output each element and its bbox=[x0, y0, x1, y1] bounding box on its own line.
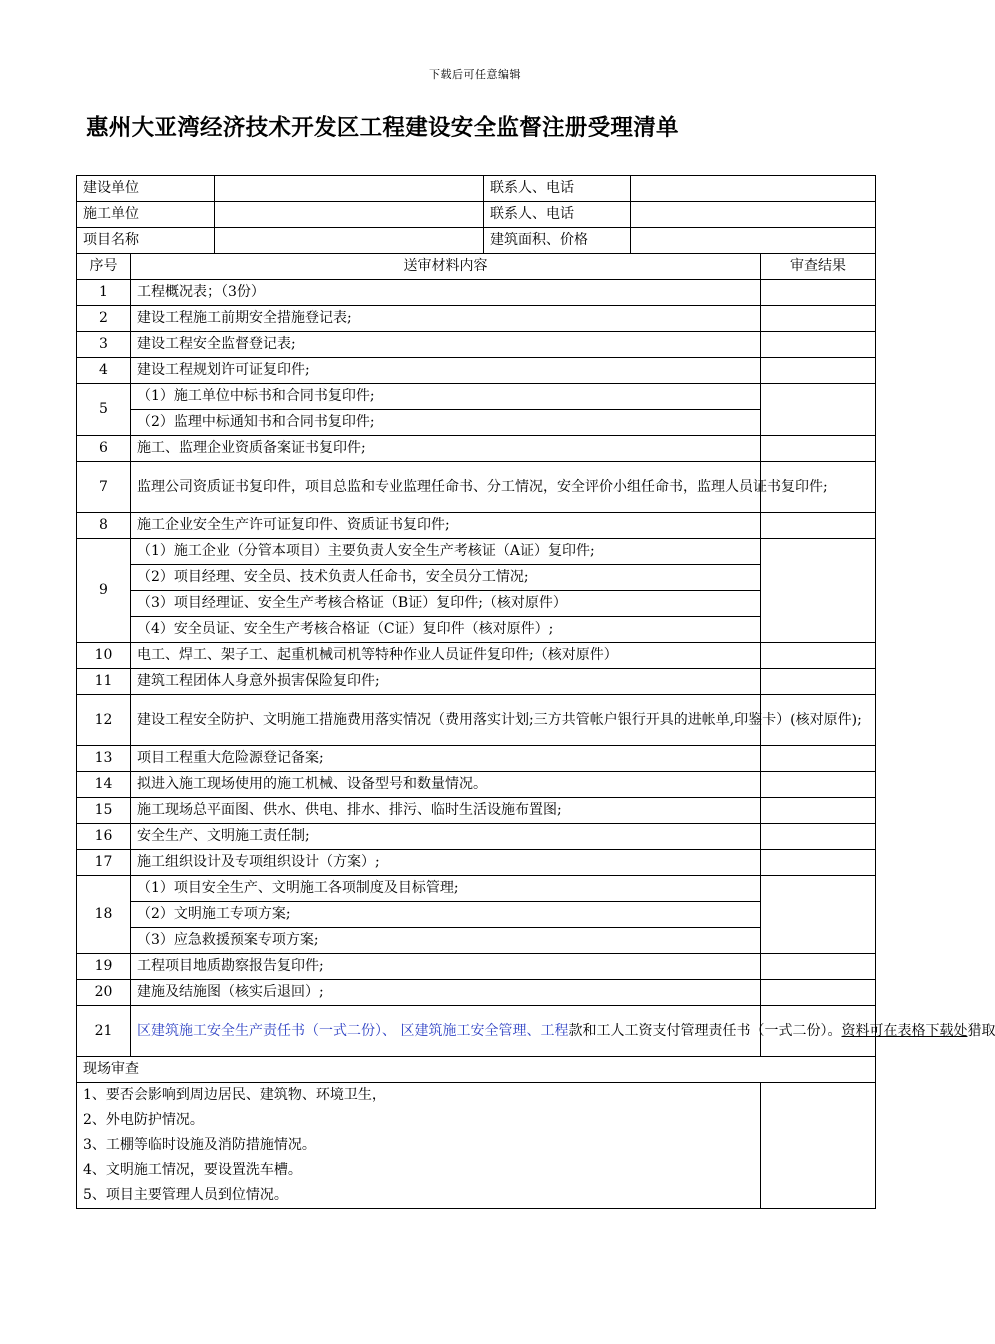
row-content: 施工、监理企业资质备案证书复印件; bbox=[131, 436, 761, 462]
table-row bbox=[77, 669, 876, 695]
table-row bbox=[77, 954, 876, 980]
review-result-cell[interactable] bbox=[761, 954, 876, 980]
row-content: 建设工程施工前期安全措施登记表; bbox=[131, 306, 761, 332]
row-number: 12 bbox=[77, 695, 131, 746]
table-row bbox=[77, 384, 876, 410]
contractor-contact-label: 联系人、电话 bbox=[484, 202, 631, 228]
row-number: 1 bbox=[77, 280, 131, 306]
table-row bbox=[77, 436, 876, 462]
builder-contact-field[interactable] bbox=[631, 176, 876, 202]
table-row bbox=[77, 617, 876, 643]
row-content: 电工、焊工、架子工、起重机械司机等特种作业人员证件复印件;（核对原件） bbox=[131, 643, 761, 669]
site-review-items bbox=[77, 1083, 761, 1209]
row21-text: 款和工人工资支付管理责任书（一式二份）。 bbox=[568, 1022, 842, 1039]
review-result-cell[interactable] bbox=[761, 798, 876, 824]
review-result-cell[interactable] bbox=[761, 669, 876, 695]
site-review-item: 2、外电防护情况。 bbox=[83, 1112, 204, 1128]
review-result-cell[interactable] bbox=[761, 436, 876, 462]
row-content: 安全生产、文明施工责任制; bbox=[131, 824, 761, 850]
row-number: 20 bbox=[77, 980, 131, 1006]
review-result-cell[interactable] bbox=[761, 643, 876, 669]
table-row bbox=[77, 410, 876, 436]
row-content: （2）文明施工专项方案; bbox=[131, 902, 761, 928]
table-row bbox=[77, 850, 876, 876]
row-content: 工程项目地质勘察报告复印件; bbox=[131, 954, 761, 980]
review-result-cell[interactable] bbox=[761, 384, 876, 436]
col-header-no: 序号 bbox=[77, 254, 131, 280]
table-row bbox=[77, 539, 876, 565]
row-number: 7 bbox=[77, 462, 131, 513]
row-content: （3）项目经理证、安全生产考核合格证（B证）复印件;（核对原件） bbox=[131, 591, 761, 617]
row-number: 2 bbox=[77, 306, 131, 332]
review-result-cell[interactable] bbox=[761, 513, 876, 539]
col-header-content: 送审材料内容 bbox=[131, 254, 761, 280]
area-price-field[interactable] bbox=[631, 228, 876, 254]
row-number: 4 bbox=[77, 358, 131, 384]
row-number: 5 bbox=[77, 384, 131, 436]
table-row bbox=[77, 772, 876, 798]
table-row bbox=[77, 513, 876, 539]
row-content: （2）项目经理、安全员、技术负责人任命书，安全员分工情况; bbox=[131, 565, 761, 591]
review-result-cell[interactable] bbox=[761, 306, 876, 332]
table-row bbox=[77, 643, 876, 669]
responsibility-letter-link[interactable]: 区建筑施工安全生产责任书（一式二份）、 区建筑施工安全管理、工程 bbox=[137, 1022, 569, 1039]
table-row bbox=[77, 306, 876, 332]
table-row bbox=[77, 928, 876, 954]
row-number: 18 bbox=[77, 876, 131, 954]
builder-row bbox=[77, 176, 876, 202]
project-field[interactable] bbox=[215, 228, 484, 254]
site-review-item: 3、工棚等临时设施及消防措施情况。 bbox=[83, 1137, 316, 1153]
row-content: （1）施工单位中标书和合同书复印件; bbox=[131, 384, 761, 410]
row-number: 21 bbox=[77, 1006, 131, 1057]
row-content: （4）安全员证、安全生产考核合格证（C证）复印件（核对原件）; bbox=[131, 617, 761, 643]
review-result-cell[interactable] bbox=[761, 824, 876, 850]
contractor-label: 施工单位 bbox=[77, 202, 215, 228]
row-content: 建施及结施图（核实后退回）; bbox=[131, 980, 761, 1006]
table-row bbox=[77, 876, 876, 902]
site-review-item: 4、文明施工情况，要设置洗车槽。 bbox=[83, 1162, 302, 1178]
row21-text-end: 猎取 bbox=[967, 1022, 995, 1039]
contractor-contact-field[interactable] bbox=[631, 202, 876, 228]
review-result-cell[interactable] bbox=[761, 746, 876, 772]
row-number: 3 bbox=[77, 332, 131, 358]
contractor-row bbox=[77, 202, 876, 228]
row-content: （1）施工企业（分管本项目）主要负责人安全生产考核证（A证）复印件; bbox=[131, 539, 761, 565]
row-number: 14 bbox=[77, 772, 131, 798]
row-content: （1）项目安全生产、文明施工各项制度及目标管理; bbox=[131, 876, 761, 902]
row-number: 11 bbox=[77, 669, 131, 695]
row-content: 施工现场总平面图、供水、供电、排水、排污、临时生活设施布置图; bbox=[131, 798, 761, 824]
registration-checklist-table bbox=[76, 175, 995, 1209]
row-content: （2）监理中标通知书和合同书复印件; bbox=[131, 410, 761, 436]
review-result-cell[interactable] bbox=[761, 850, 876, 876]
table-row bbox=[77, 591, 876, 617]
builder-contact-label: 联系人、电话 bbox=[484, 176, 631, 202]
row-content: 拟进入施工现场使用的施工机械、设备型号和数量情况。 bbox=[131, 772, 761, 798]
table-row bbox=[77, 902, 876, 928]
row-content: 监理公司资质证书复印件，项目总监和专业监理任命书、分工情况，安全评价小组任命书，监理人员证书复印件; bbox=[131, 462, 761, 513]
row-content: 建设工程安全防护、文明施工措施费用落实情况（费用落实计划;三方共管帐户银行开具的进帐单,印鉴卡）(核对原件); bbox=[131, 695, 761, 746]
row-number: 10 bbox=[77, 643, 131, 669]
builder-field[interactable] bbox=[215, 176, 484, 202]
table-row bbox=[77, 358, 876, 384]
table-row bbox=[77, 824, 876, 850]
table-row bbox=[77, 798, 876, 824]
row-number: 15 bbox=[77, 798, 131, 824]
document-title: 惠州大亚湾经济技术开发区工程建设安全监督注册受理清单 bbox=[86, 115, 679, 141]
row-content: 工程概况表；（3份） bbox=[131, 280, 761, 306]
col-header-result: 审查结果 bbox=[761, 254, 876, 280]
site-review-label: 现场审查 bbox=[77, 1057, 876, 1083]
project-row bbox=[77, 228, 876, 254]
builder-label: 建设单位 bbox=[77, 176, 215, 202]
site-review-items-row bbox=[77, 1083, 876, 1209]
download-note[interactable]: 资料可在表格下载处 bbox=[841, 1022, 968, 1039]
site-review-item: 5、项目主要管理人员到位情况。 bbox=[83, 1187, 288, 1203]
site-review-header-row bbox=[77, 1057, 876, 1083]
row-number: 17 bbox=[77, 850, 131, 876]
table-row bbox=[77, 462, 876, 513]
project-label: 项目名称 bbox=[77, 228, 215, 254]
row-number: 9 bbox=[77, 539, 131, 643]
table-row bbox=[77, 695, 876, 746]
review-result-cell[interactable] bbox=[761, 280, 876, 306]
row-content: 建设工程规划许可证复印件; bbox=[131, 358, 761, 384]
review-result-cell[interactable] bbox=[761, 332, 876, 358]
column-header-row bbox=[77, 254, 876, 280]
site-review-item: 1、要否会影响到周边居民、建筑物、环境卫生， bbox=[83, 1087, 386, 1103]
row-number: 8 bbox=[77, 513, 131, 539]
row-number: 6 bbox=[77, 436, 131, 462]
row-content: （3）应急救援预案专项方案; bbox=[131, 928, 761, 954]
row-number: 13 bbox=[77, 746, 131, 772]
table-row bbox=[77, 565, 876, 591]
review-result-cell[interactable] bbox=[761, 358, 876, 384]
row-content: 施工组织设计及专项组织设计（方案）; bbox=[131, 850, 761, 876]
header-note: 下载后可任意编辑 bbox=[429, 68, 521, 81]
row-content: 建筑工程团体人身意外损害保险复印件; bbox=[131, 669, 761, 695]
row-content: 施工企业安全生产许可证复印件、资质证书复印件; bbox=[131, 513, 761, 539]
table-row bbox=[77, 980, 876, 1006]
table-row bbox=[77, 746, 876, 772]
table-row bbox=[77, 280, 876, 306]
review-result-cell[interactable] bbox=[761, 539, 876, 643]
contractor-field[interactable] bbox=[215, 202, 484, 228]
review-result-cell[interactable] bbox=[761, 876, 876, 954]
review-result-cell[interactable] bbox=[761, 772, 876, 798]
row-number: 16 bbox=[77, 824, 131, 850]
row-content: 建设工程安全监督登记表; bbox=[131, 332, 761, 358]
table-row bbox=[77, 332, 876, 358]
row-number: 19 bbox=[77, 954, 131, 980]
site-review-result-cell[interactable] bbox=[761, 1083, 876, 1209]
row-content: 项目工程重大危险源登记备案; bbox=[131, 746, 761, 772]
area-price-label: 建筑面积、价格 bbox=[484, 228, 631, 254]
row-content bbox=[131, 1006, 995, 1057]
review-result-cell[interactable] bbox=[761, 980, 876, 1006]
